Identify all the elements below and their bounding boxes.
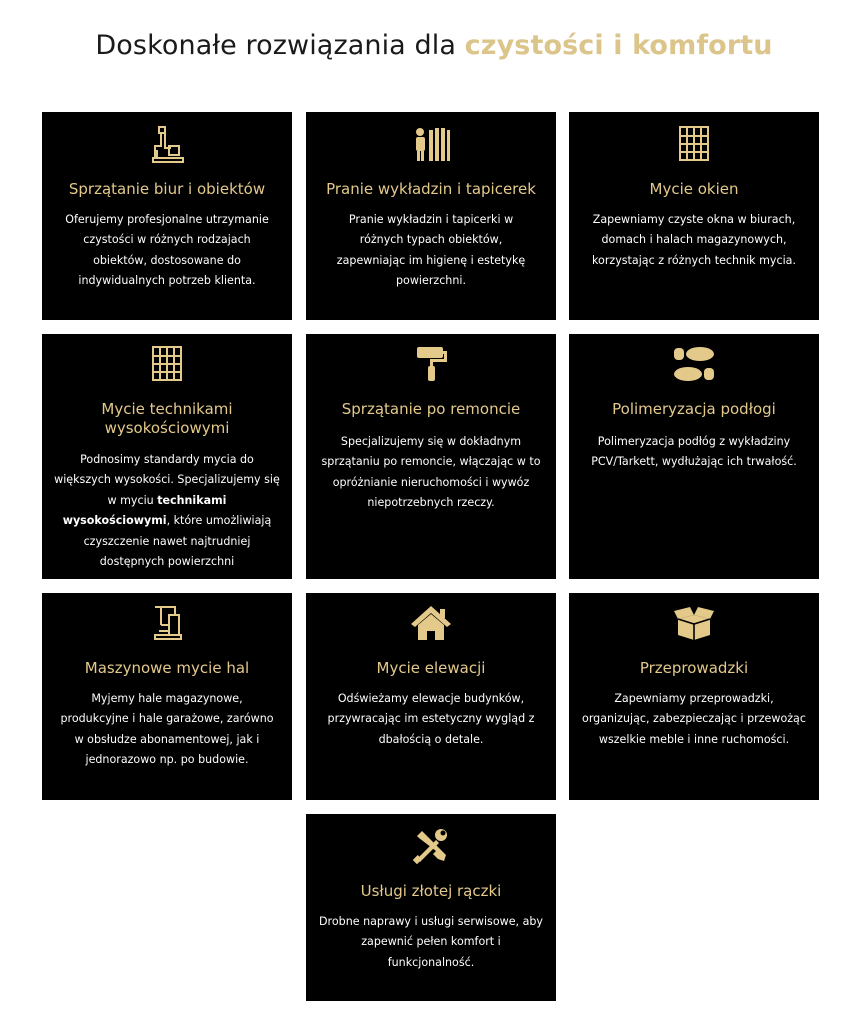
service-card-carpet-cleaning[interactable] bbox=[306, 112, 556, 320]
building-icon bbox=[147, 344, 187, 384]
service-card-moving[interactable] bbox=[569, 593, 819, 800]
service-description: Specjalizujemy się w dokładnym sprzątaniu po remoncie, włączając w to opróżnianie nieruchomości i wywóz niepotrzebnych rzeczy. bbox=[321, 435, 541, 510]
paint-roller-icon bbox=[411, 344, 451, 384]
service-card-window-cleaning[interactable] bbox=[569, 112, 819, 320]
service-description: Drobne naprawy i usługi serwisowe, aby zapewnić pełen komfort i funkcjonalność. bbox=[319, 915, 543, 969]
service-title: Maszynowe mycie hal bbox=[84, 659, 250, 677]
service-card-office-cleaning[interactable] bbox=[42, 112, 292, 320]
service-description: Zapewniamy czyste okna w biurach, domach i halach magazynowych, korzystając z różnych technik mycia. bbox=[592, 213, 796, 267]
tools-icon bbox=[411, 826, 451, 866]
service-title: Mycie elewacji bbox=[376, 659, 486, 677]
floor-scrubber-icon bbox=[147, 603, 187, 643]
heading-accent: czystości i komfortu bbox=[464, 30, 773, 61]
service-description: Zapewniamy przeprowadzki, organizując, zabezpieczając i przewożąc wszelkie meble i inne ruchomości. bbox=[582, 692, 806, 746]
service-title: Sprzątanie biur i obiektów bbox=[68, 180, 266, 198]
service-card-machine-cleaning[interactable] bbox=[42, 593, 292, 800]
house-icon bbox=[409, 603, 453, 643]
description-bold: technikami wysokościowymi bbox=[62, 493, 227, 528]
service-description: Polimeryzacja podłóg z wykładziny PCV/Tarkett, wydłużając ich trwałość. bbox=[591, 435, 797, 469]
service-title: Polimeryzacja podłogi bbox=[612, 400, 776, 418]
service-card-facade-cleaning[interactable] bbox=[306, 593, 556, 800]
service-card-renovation-cleaning[interactable] bbox=[306, 334, 556, 579]
service-description: Oferujemy profesjonalne utrzymanie czystości w różnych rodzajach obiektów, dostosowane do indywidualnych potrzeb klienta. bbox=[65, 213, 269, 288]
service-title: Mycie okien bbox=[649, 180, 739, 198]
service-title: Usługi złotej rączki bbox=[360, 882, 502, 900]
heading-text: Doskonałe rozwiązania dla bbox=[95, 30, 465, 61]
service-card-floor-polymerization[interactable] bbox=[569, 334, 819, 579]
description-part: Podnosimy standardy mycia do większych wysokości. Specjalizujemy się w myciu bbox=[54, 453, 280, 507]
section-heading bbox=[0, 30, 868, 61]
service-card-height-cleaning[interactable] bbox=[42, 334, 292, 579]
service-description: Pranie wykładzin i tapicerki w różnych typach obiektów, zapewniając im higienę i estetykę powierzchni. bbox=[336, 213, 526, 288]
carpet-cleaning-icon bbox=[410, 124, 452, 164]
open-box-icon bbox=[670, 603, 718, 643]
window-icon bbox=[674, 124, 714, 164]
service-description: Odświeżamy elewacje budynków, przywracając im estetyczny wygląd z dbałością o detale. bbox=[327, 692, 535, 746]
service-description: Myjemy hale magazynowe, produkcyjne i hale garażowe, zarówno w obsłudze abonamentowej, jak i jednorazowo np. po budowie. bbox=[60, 692, 274, 767]
service-title: Mycie technikami wysokościowymi bbox=[101, 400, 233, 437]
service-card-handyman[interactable] bbox=[306, 814, 556, 1001]
shoe-prints-icon bbox=[670, 344, 718, 384]
service-description bbox=[42, 450, 292, 572]
service-title: Sprzątanie po remoncie bbox=[341, 400, 521, 418]
office-cleaning-icon bbox=[147, 124, 187, 164]
service-title: Pranie wykładzin i tapicerek bbox=[326, 180, 536, 198]
description-part: , które umożliwiają czyszczenie nawet najtrudniej dostępnych powierzchni bbox=[83, 514, 272, 569]
service-title: Przeprowadzki bbox=[639, 659, 749, 677]
